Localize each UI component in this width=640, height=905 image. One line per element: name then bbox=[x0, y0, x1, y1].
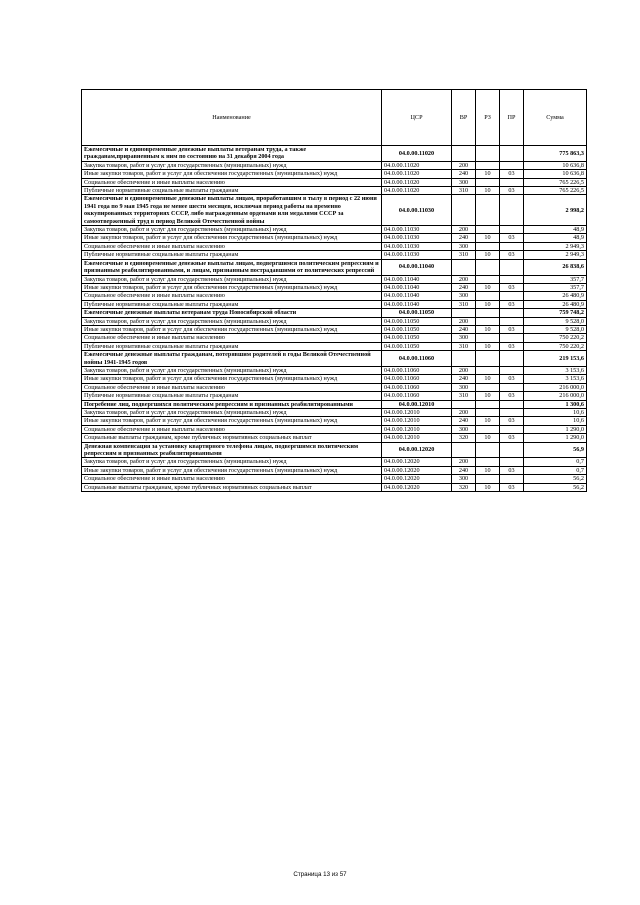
cell-name: Публичные нормативные социальные выплаты гражданам bbox=[82, 251, 382, 259]
cell-csr: 04.0.00.11020 bbox=[382, 161, 452, 169]
cell-rz: 10 bbox=[476, 375, 500, 383]
cell-name: Иные закупки товаров, работ и услуг для обеспечения государственных (муниципальных) нужд bbox=[82, 417, 382, 425]
cell-vr: 300 bbox=[452, 178, 476, 186]
cell-vr: 240 bbox=[452, 234, 476, 242]
table-row bbox=[82, 458, 587, 466]
cell-vr: 240 bbox=[452, 466, 476, 474]
table-row bbox=[82, 483, 587, 491]
cell-name: Закупка товаров, работ и услуг для государственных (муниципальных) нужд bbox=[82, 458, 382, 466]
cell-rz: 10 bbox=[476, 483, 500, 491]
cell-pr: 03 bbox=[500, 283, 524, 291]
cell-name: Закупка товаров, работ и услуг для государственных (муниципальных) нужд bbox=[82, 275, 382, 283]
cell-rz bbox=[476, 475, 500, 483]
cell-csr: 04.0.00.12020 bbox=[382, 475, 452, 483]
cell-sum: 1 290,0 bbox=[524, 425, 587, 433]
table-row bbox=[82, 317, 587, 325]
cell-sum: 9 528,0 bbox=[524, 325, 587, 333]
table-header-row bbox=[82, 90, 587, 146]
table-row bbox=[82, 409, 587, 417]
cell-sum: 750 220,2 bbox=[524, 334, 587, 342]
cell-csr: 04.0.00.12010 bbox=[382, 409, 452, 417]
cell-csr: 04.0.00.12010 bbox=[382, 434, 452, 442]
cell-csr: 04.0.00.11040 bbox=[382, 283, 452, 291]
cell-name: Иные закупки товаров, работ и услуг для обеспечения государственных (муниципальных) нужд bbox=[82, 375, 382, 383]
cell-vr bbox=[452, 195, 476, 226]
cell-vr: 240 bbox=[452, 283, 476, 291]
cell-name: Публичные нормативные социальные выплаты гражданам bbox=[82, 342, 382, 350]
cell-pr bbox=[500, 475, 524, 483]
page-number: Страница 13 из 57 bbox=[293, 871, 347, 878]
cell-csr: 04.0.00.11050 bbox=[382, 325, 452, 333]
cell-sum: 48,9 bbox=[524, 234, 587, 242]
cell-sum: 10,6 bbox=[524, 417, 587, 425]
header-vr: ВР bbox=[452, 90, 476, 146]
cell-name: Публичные нормативные социальные выплаты гражданам bbox=[82, 392, 382, 400]
cell-csr: 04.0.00.12010 bbox=[382, 417, 452, 425]
cell-vr: 200 bbox=[452, 226, 476, 234]
table-row bbox=[82, 242, 587, 250]
cell-csr: 04.0.00.11060 bbox=[382, 375, 452, 383]
table-row-group bbox=[82, 309, 587, 317]
cell-sum: 1 290,0 bbox=[524, 434, 587, 442]
cell-vr: 310 bbox=[452, 251, 476, 259]
cell-csr: 04.0.00.11020 bbox=[382, 178, 452, 186]
cell-rz bbox=[476, 195, 500, 226]
cell-csr: 04.0.00.11040 bbox=[382, 292, 452, 300]
table-row bbox=[82, 300, 587, 308]
cell-name: Социальное обеспечение и иные выплаты населению bbox=[82, 178, 382, 186]
cell-vr: 240 bbox=[452, 375, 476, 383]
cell-csr: 04.0.00.12020 bbox=[382, 466, 452, 474]
cell-csr: 04.0.00.11020 bbox=[382, 170, 452, 178]
cell-rz: 10 bbox=[476, 234, 500, 242]
cell-vr: 300 bbox=[452, 334, 476, 342]
cell-vr: 240 bbox=[452, 417, 476, 425]
cell-pr bbox=[500, 226, 524, 234]
cell-rz: 10 bbox=[476, 170, 500, 178]
cell-vr: 300 bbox=[452, 425, 476, 433]
cell-name: Иные закупки товаров, работ и услуг для обеспечения государственных (муниципальных) нужд bbox=[82, 325, 382, 333]
cell-csr: 04.0.00.11020 bbox=[382, 146, 452, 162]
cell-csr: 04.0.00.11050 bbox=[382, 342, 452, 350]
cell-pr: 03 bbox=[500, 187, 524, 195]
cell-rz bbox=[476, 425, 500, 433]
cell-csr: 04.0.00.12010 bbox=[382, 425, 452, 433]
cell-vr: 300 bbox=[452, 475, 476, 483]
cell-vr: 300 bbox=[452, 292, 476, 300]
cell-sum: 48,9 bbox=[524, 226, 587, 234]
cell-name: Иные закупки товаров, работ и услуг для обеспечения государственных (муниципальных) нужд bbox=[82, 466, 382, 474]
cell-csr: 04.0.00.11050 bbox=[382, 334, 452, 342]
cell-name: Закупка товаров, работ и услуг для государственных (муниципальных) нужд bbox=[82, 366, 382, 374]
table-row bbox=[82, 434, 587, 442]
cell-pr bbox=[500, 383, 524, 391]
cell-name: Денежная компенсация за установку квартирного телефона лицам, подвергшимся политическим репрессиям и признанных реабилитированными bbox=[82, 442, 382, 458]
table-row bbox=[82, 234, 587, 242]
cell-sum: 0,7 bbox=[524, 466, 587, 474]
cell-sum: 26 480,9 bbox=[524, 300, 587, 308]
cell-sum: 2 949,3 bbox=[524, 251, 587, 259]
cell-name: Социальные выплаты гражданам, кроме публичных нормативных социальных выплат bbox=[82, 434, 382, 442]
cell-name: Ежемесячные и единовременные денежные выплаты ветеранам труда, а также гражданам,приравненным к ним по состоянию на 31 декабря 2004 года bbox=[82, 146, 382, 162]
cell-vr bbox=[452, 351, 476, 367]
cell-vr: 200 bbox=[452, 409, 476, 417]
cell-name: Иные закупки товаров, работ и услуг для обеспечения государственных (муниципальных) нужд bbox=[82, 283, 382, 291]
cell-name: Публичные нормативные социальные выплаты гражданам bbox=[82, 187, 382, 195]
cell-pr bbox=[500, 259, 524, 275]
cell-name: Закупка товаров, работ и услуг для государственных (муниципальных) нужд bbox=[82, 161, 382, 169]
cell-csr: 04.0.00.11020 bbox=[382, 187, 452, 195]
cell-csr: 04.0.00.12020 bbox=[382, 458, 452, 466]
table-row-group bbox=[82, 400, 587, 408]
cell-pr bbox=[500, 178, 524, 186]
table-row bbox=[82, 251, 587, 259]
cell-csr: 04.0.00.11050 bbox=[382, 317, 452, 325]
cell-vr: 310 bbox=[452, 392, 476, 400]
cell-sum: 1 300,6 bbox=[524, 400, 587, 408]
cell-rz: 10 bbox=[476, 417, 500, 425]
table-row bbox=[82, 392, 587, 400]
cell-sum: 750 220,2 bbox=[524, 342, 587, 350]
cell-sum: 775 863,3 bbox=[524, 146, 587, 162]
cell-sum: 26 838,6 bbox=[524, 259, 587, 275]
cell-rz bbox=[476, 317, 500, 325]
cell-sum: 56,2 bbox=[524, 483, 587, 491]
table-row bbox=[82, 417, 587, 425]
cell-rz bbox=[476, 226, 500, 234]
cell-pr: 03 bbox=[500, 392, 524, 400]
table-body bbox=[82, 146, 587, 492]
cell-vr: 240 bbox=[452, 170, 476, 178]
table-row bbox=[82, 342, 587, 350]
table-row bbox=[82, 275, 587, 283]
cell-csr: 04.0.00.11040 bbox=[382, 300, 452, 308]
cell-csr: 04.0.00.11050 bbox=[382, 309, 452, 317]
cell-sum: 10 636,8 bbox=[524, 170, 587, 178]
cell-pr bbox=[500, 409, 524, 417]
table-row bbox=[82, 383, 587, 391]
cell-vr: 200 bbox=[452, 161, 476, 169]
cell-rz: 10 bbox=[476, 342, 500, 350]
cell-rz bbox=[476, 309, 500, 317]
cell-vr: 300 bbox=[452, 242, 476, 250]
cell-csr: 04.0.00.11030 bbox=[382, 234, 452, 242]
cell-sum: 3 153,6 bbox=[524, 375, 587, 383]
cell-vr: 200 bbox=[452, 275, 476, 283]
cell-rz bbox=[476, 178, 500, 186]
cell-csr: 04.0.00.11030 bbox=[382, 251, 452, 259]
table-row-group bbox=[82, 259, 587, 275]
cell-pr: 03 bbox=[500, 466, 524, 474]
table-row bbox=[82, 170, 587, 178]
cell-pr: 03 bbox=[500, 483, 524, 491]
cell-rz bbox=[476, 458, 500, 466]
cell-pr bbox=[500, 309, 524, 317]
cell-rz bbox=[476, 161, 500, 169]
cell-pr bbox=[500, 458, 524, 466]
cell-pr: 03 bbox=[500, 434, 524, 442]
cell-pr bbox=[500, 425, 524, 433]
cell-name: Иные закупки товаров, работ и услуг для обеспечения государственных (муниципальных) нужд bbox=[82, 234, 382, 242]
cell-rz: 10 bbox=[476, 392, 500, 400]
cell-rz: 10 bbox=[476, 283, 500, 291]
cell-sum: 759 748,2 bbox=[524, 309, 587, 317]
cell-pr bbox=[500, 161, 524, 169]
cell-vr: 200 bbox=[452, 317, 476, 325]
header-pr: ПР bbox=[500, 90, 524, 146]
cell-pr: 03 bbox=[500, 325, 524, 333]
cell-csr: 04.0.00.11060 bbox=[382, 383, 452, 391]
cell-rz: 10 bbox=[476, 187, 500, 195]
header-csr: ЦСР bbox=[382, 90, 452, 146]
cell-pr bbox=[500, 275, 524, 283]
table-row bbox=[82, 292, 587, 300]
cell-name: Иные закупки товаров, работ и услуг для обеспечения государственных (муниципальных) нужд bbox=[82, 170, 382, 178]
cell-pr: 03 bbox=[500, 300, 524, 308]
cell-rz bbox=[476, 400, 500, 408]
cell-csr: 04.0.00.11040 bbox=[382, 275, 452, 283]
cell-rz bbox=[476, 242, 500, 250]
cell-name: Закупка товаров, работ и услуг для государственных (муниципальных) нужд bbox=[82, 317, 382, 325]
cell-sum: 357,7 bbox=[524, 283, 587, 291]
cell-vr bbox=[452, 146, 476, 162]
cell-vr: 310 bbox=[452, 187, 476, 195]
cell-pr: 03 bbox=[500, 375, 524, 383]
header-name: Наименование bbox=[82, 90, 382, 146]
cell-vr bbox=[452, 259, 476, 275]
cell-name: Ежемесячные денежные выплаты ветеранам труда Новосибирской области bbox=[82, 309, 382, 317]
table-row bbox=[82, 366, 587, 374]
cell-csr: 04.0.00.12020 bbox=[382, 442, 452, 458]
cell-pr: 03 bbox=[500, 170, 524, 178]
cell-pr bbox=[500, 400, 524, 408]
cell-csr: 04.0.00.11060 bbox=[382, 351, 452, 367]
cell-pr bbox=[500, 146, 524, 162]
cell-sum: 2 949,3 bbox=[524, 242, 587, 250]
cell-pr bbox=[500, 317, 524, 325]
cell-csr: 04.0.00.12020 bbox=[382, 483, 452, 491]
cell-sum: 26 480,9 bbox=[524, 292, 587, 300]
cell-name: Социальное обеспечение и иные выплаты населению bbox=[82, 425, 382, 433]
cell-sum: 3 153,6 bbox=[524, 366, 587, 374]
cell-name: Социальное обеспечение и иные выплаты населению bbox=[82, 383, 382, 391]
table-row bbox=[82, 375, 587, 383]
cell-name: Социальное обеспечение и иные выплаты населению bbox=[82, 334, 382, 342]
cell-pr: 03 bbox=[500, 417, 524, 425]
table-row bbox=[82, 425, 587, 433]
cell-rz: 10 bbox=[476, 466, 500, 474]
table-row bbox=[82, 161, 587, 169]
cell-rz bbox=[476, 409, 500, 417]
cell-sum: 9 528,0 bbox=[524, 317, 587, 325]
cell-pr bbox=[500, 242, 524, 250]
cell-name: Ежемесячные денежные выплаты гражданам, потерявшим родителей в годы Великой Отечественной войны 1941-1945 годов bbox=[82, 351, 382, 367]
header-rz: РЗ bbox=[476, 90, 500, 146]
cell-rz: 10 bbox=[476, 300, 500, 308]
header-sum: Сумма bbox=[524, 90, 587, 146]
cell-pr bbox=[500, 334, 524, 342]
cell-name: Погребение лиц, подвергшихся политическим репрессиям и признанных реабилитированными bbox=[82, 400, 382, 408]
budget-table bbox=[81, 89, 587, 492]
table-row bbox=[82, 325, 587, 333]
table-row bbox=[82, 226, 587, 234]
cell-vr bbox=[452, 400, 476, 408]
table-row bbox=[82, 466, 587, 474]
cell-rz: 10 bbox=[476, 251, 500, 259]
cell-sum: 2 998,2 bbox=[524, 195, 587, 226]
table-row bbox=[82, 334, 587, 342]
cell-sum: 765 226,5 bbox=[524, 178, 587, 186]
cell-name: Ежемесячные и единовременные денежные выплаты лицам, подвергшимся политическим репрессиям и признанным реабилитированными, и лицам, признанным пострадавшими от политических репрессий bbox=[82, 259, 382, 275]
cell-csr: 04.0.00.11030 bbox=[382, 226, 452, 234]
cell-vr bbox=[452, 309, 476, 317]
cell-pr bbox=[500, 351, 524, 367]
cell-vr: 310 bbox=[452, 342, 476, 350]
cell-csr: 04.0.00.11060 bbox=[382, 392, 452, 400]
cell-name: Социальное обеспечение и иные выплаты населению bbox=[82, 475, 382, 483]
cell-name: Ежемесячные и единовременные денежные выплаты лицам, проработавшим в тылу в период с 22 июня 1941 года по 9 мая 1945 года не менее шести месяцев, исключая период работы на временно оккупированных территориях СССР, либо награжденным орденами или медалями СССР за самоотверженный труд в период Великой Отечественной войны bbox=[82, 195, 382, 226]
cell-rz bbox=[476, 366, 500, 374]
cell-vr: 200 bbox=[452, 366, 476, 374]
cell-rz bbox=[476, 259, 500, 275]
cell-rz bbox=[476, 146, 500, 162]
cell-vr bbox=[452, 442, 476, 458]
cell-name: Социальное обеспечение и иные выплаты населению bbox=[82, 292, 382, 300]
cell-sum: 0,7 bbox=[524, 458, 587, 466]
cell-rz bbox=[476, 351, 500, 367]
cell-csr: 04.0.00.11060 bbox=[382, 366, 452, 374]
cell-pr bbox=[500, 195, 524, 226]
cell-sum: 216 000,0 bbox=[524, 383, 587, 391]
table-row-group bbox=[82, 351, 587, 367]
cell-rz bbox=[476, 334, 500, 342]
cell-name: Публичные нормативные социальные выплаты гражданам bbox=[82, 300, 382, 308]
cell-rz bbox=[476, 383, 500, 391]
table-row bbox=[82, 187, 587, 195]
cell-csr: 04.0.00.11030 bbox=[382, 242, 452, 250]
cell-pr: 03 bbox=[500, 342, 524, 350]
cell-name: Социальное обеспечение и иные выплаты населению bbox=[82, 242, 382, 250]
cell-csr: 04.0.00.12010 bbox=[382, 400, 452, 408]
cell-vr: 240 bbox=[452, 325, 476, 333]
table-row-group bbox=[82, 195, 587, 226]
cell-vr: 320 bbox=[452, 434, 476, 442]
cell-pr: 03 bbox=[500, 234, 524, 242]
cell-sum: 10 636,8 bbox=[524, 161, 587, 169]
cell-pr bbox=[500, 366, 524, 374]
cell-rz bbox=[476, 275, 500, 283]
cell-name: Закупка товаров, работ и услуг для государственных (муниципальных) нужд bbox=[82, 409, 382, 417]
cell-sum: 216 000,0 bbox=[524, 392, 587, 400]
table-row bbox=[82, 178, 587, 186]
cell-csr: 04.0.00.11040 bbox=[382, 259, 452, 275]
cell-name: Закупка товаров, работ и услуг для государственных (муниципальных) нужд bbox=[82, 226, 382, 234]
cell-pr bbox=[500, 442, 524, 458]
table-row bbox=[82, 283, 587, 291]
cell-sum: 10,6 bbox=[524, 409, 587, 417]
cell-name: Социальные выплаты гражданам, кроме публичных нормативных социальных выплат bbox=[82, 483, 382, 491]
cell-pr: 03 bbox=[500, 251, 524, 259]
cell-vr: 200 bbox=[452, 458, 476, 466]
cell-sum: 765 226,5 bbox=[524, 187, 587, 195]
cell-rz bbox=[476, 442, 500, 458]
cell-rz: 10 bbox=[476, 434, 500, 442]
cell-vr: 300 bbox=[452, 383, 476, 391]
cell-sum: 219 153,6 bbox=[524, 351, 587, 367]
cell-sum: 56,2 bbox=[524, 475, 587, 483]
cell-rz: 10 bbox=[476, 325, 500, 333]
cell-vr: 320 bbox=[452, 483, 476, 491]
table-row-group bbox=[82, 146, 587, 162]
cell-sum: 357,7 bbox=[524, 275, 587, 283]
cell-sum: 56,9 bbox=[524, 442, 587, 458]
table-row bbox=[82, 475, 587, 483]
cell-csr: 04.0.00.11030 bbox=[382, 195, 452, 226]
cell-vr: 310 bbox=[452, 300, 476, 308]
cell-pr bbox=[500, 292, 524, 300]
table-row-group bbox=[82, 442, 587, 458]
cell-rz bbox=[476, 292, 500, 300]
